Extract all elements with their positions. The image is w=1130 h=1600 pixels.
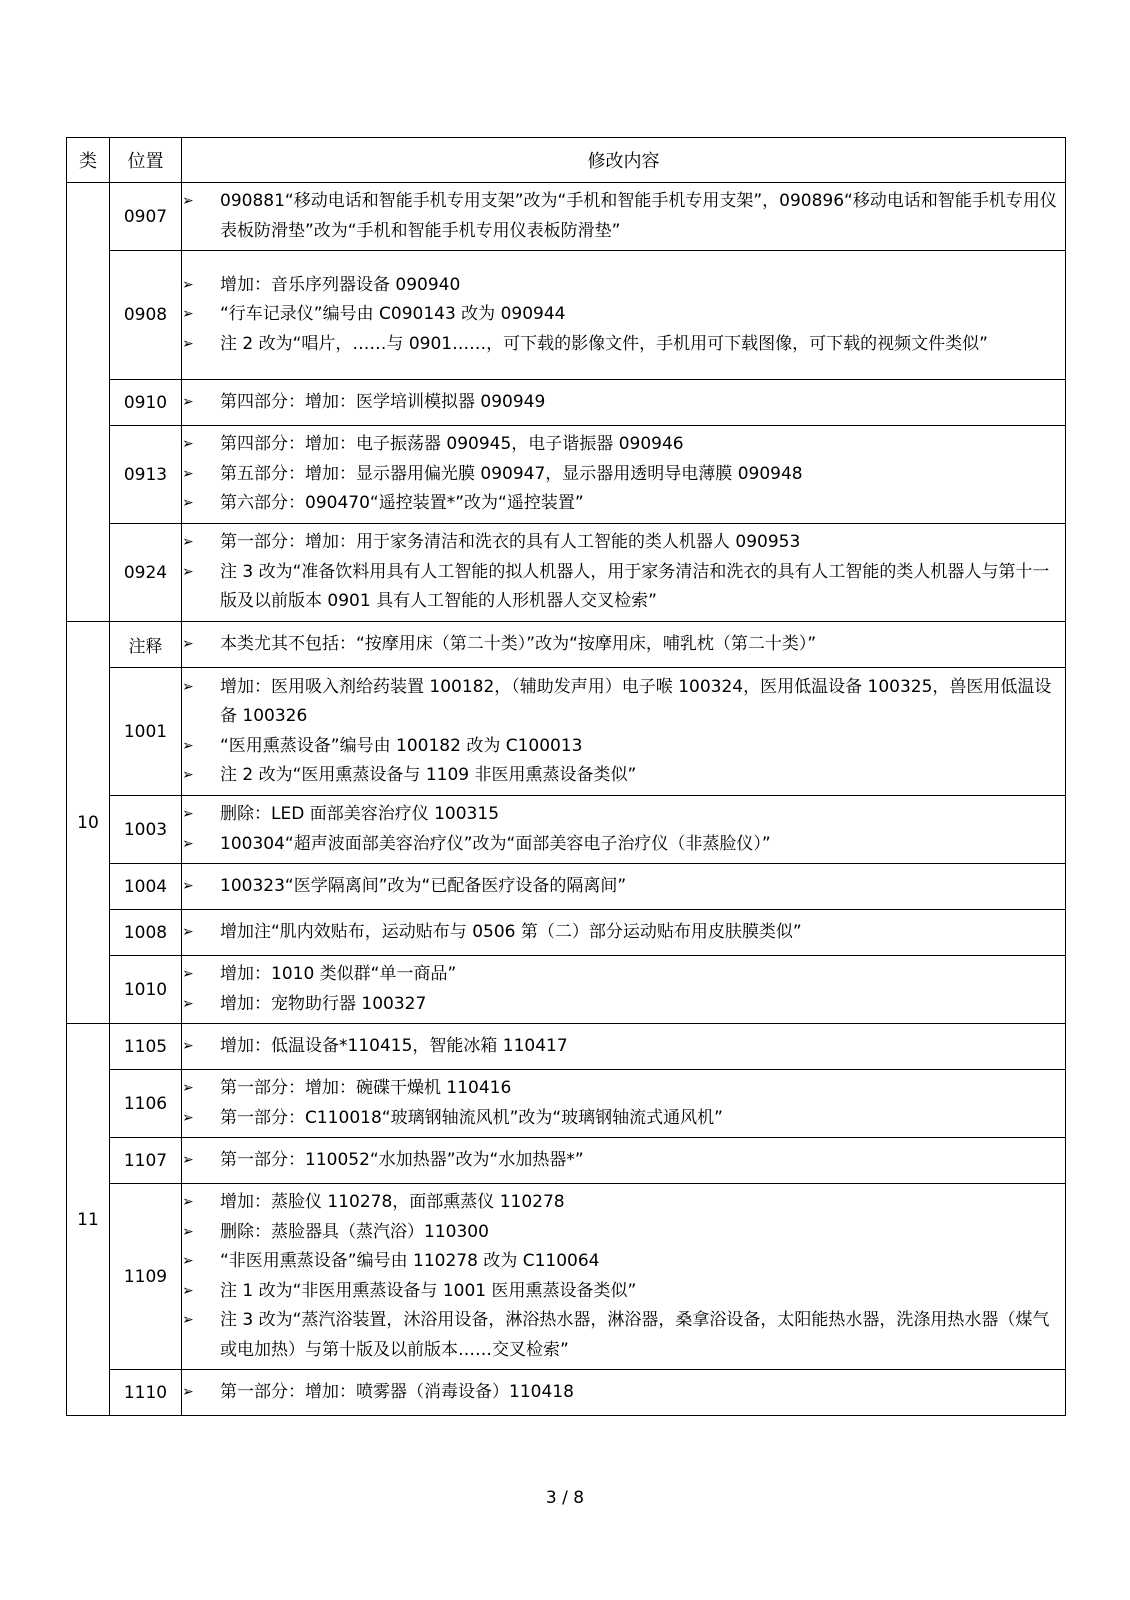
item-text: 增加：低温设备*110415，智能冰箱 110417: [220, 1035, 568, 1056]
arrow-bullet-icon: ➢: [182, 737, 194, 754]
arrow-bullet-icon: ➢: [182, 1223, 194, 1240]
arrow-bullet-icon: ➢: [182, 767, 194, 783]
list-item: [182, 489, 1065, 519]
position-cell: 0913: [110, 426, 182, 524]
position-cell: 1107: [110, 1138, 182, 1184]
content-cell: [182, 668, 1066, 796]
position-cell: 1008: [110, 910, 182, 956]
class-cell: 10: [67, 622, 110, 1024]
arrow-bullet-icon: ➢: [182, 534, 194, 551]
item-text: “行车记录仪”编号由 C090143 改为 090944: [220, 304, 566, 325]
arrow-bullet-icon: ➢: [182, 923, 194, 940]
content-cell: [182, 380, 1066, 426]
list-item: [182, 1277, 1065, 1307]
item-text: 第一部分：110052“水加热器”改为“水加热器*”: [220, 1149, 584, 1170]
position-cell: 1110: [110, 1370, 182, 1416]
arrow-bullet-icon: ➢: [182, 436, 194, 453]
position-cell: 0924: [110, 524, 182, 622]
table-row: [67, 183, 1066, 251]
arrow-bullet-icon: ➢: [182, 465, 194, 482]
class-cell: [67, 183, 110, 622]
content-cell: [182, 426, 1066, 524]
list-item: [182, 460, 1065, 490]
content-cell: [182, 183, 1066, 251]
content-cell: [182, 910, 1066, 956]
table-row: [67, 1370, 1066, 1416]
item-text: 第四部分：增加：医学培训模拟器 090949: [220, 391, 546, 412]
item-text: 增加：宠物助行器 100327: [220, 993, 427, 1014]
list-item: [182, 960, 1065, 990]
list-item: [182, 271, 1065, 301]
arrow-bullet-icon: ➢: [182, 678, 194, 695]
table-row: [67, 1184, 1066, 1370]
header-content: 修改内容: [182, 138, 1066, 183]
position-cell: 1004: [110, 864, 182, 910]
table-row: [67, 426, 1066, 524]
content-cell: [182, 1024, 1066, 1070]
list-item: [182, 388, 1065, 418]
item-text: 第一部分：增加：用于家务清洁和洗衣的具有人工智能的类人机器人 090953: [220, 532, 801, 553]
class-cell: 11: [67, 1024, 110, 1416]
item-text: 注 1 改为“非医用熏蒸设备与 1001 医用熏蒸设备类似”: [220, 1280, 637, 1301]
arrow-bullet-icon: ➢: [182, 1312, 194, 1328]
item-text: 注 2 改为“唱片，……与 0901……，可下载的影像文件，手机用可下载图像，可下载的视频文件类似”: [220, 333, 988, 354]
position-cell: 0910: [110, 380, 182, 426]
position-cell: 注释: [110, 622, 182, 668]
list-item: [182, 1188, 1065, 1218]
position-cell: 1106: [110, 1070, 182, 1138]
item-text: 删除：蒸脸器具（蒸汽浴）110300: [220, 1221, 489, 1242]
arrow-bullet-icon: ➢: [182, 495, 194, 512]
list-item: [182, 673, 1065, 732]
list-item: [182, 1146, 1065, 1176]
amendment-table: [66, 137, 1066, 1416]
table-row: [67, 622, 1066, 668]
table-row: [67, 1138, 1066, 1184]
item-text: 增加：蒸脸仪 110278，面部熏蒸仪 110278: [220, 1192, 565, 1212]
list-item: [182, 732, 1065, 762]
table-row: [67, 796, 1066, 864]
position-cell: 1105: [110, 1024, 182, 1070]
list-item: [182, 300, 1065, 330]
position-cell: 0908: [110, 251, 182, 380]
table-body: [67, 183, 1066, 1416]
arrow-bullet-icon: ➢: [182, 563, 194, 580]
table-row: [67, 910, 1066, 956]
position-cell: 1001: [110, 668, 182, 796]
list-item: [182, 1104, 1065, 1134]
list-item: [182, 430, 1065, 460]
position-cell: 1109: [110, 1184, 182, 1370]
list-item: [182, 1074, 1065, 1104]
content-cell: [182, 622, 1066, 668]
item-text: 第六部分：090470“遥控装置*”改为“遥控装置”: [220, 493, 584, 514]
arrow-bullet-icon: ➢: [182, 1282, 194, 1299]
item-text: 增加注“肌内效贴布，运动贴布与 0506 第（二）部分运动贴布用皮肤膜类似”: [220, 921, 802, 942]
list-item: [182, 1032, 1065, 1062]
arrow-bullet-icon: ➢: [182, 877, 194, 894]
item-text: 第四部分：增加：电子振荡器 090945，电子谐振器 090946: [220, 434, 684, 455]
table-row: [67, 864, 1066, 910]
item-text: 注 3 改为“准备饮料用具有人工智能的拟人机器人，用于家务清洁和洗衣的具有人工智能的类人机器人与第十一版及以前版本 0901 具有人工智能的人形机器人交叉检索”: [220, 561, 1050, 612]
table-row: [67, 380, 1066, 426]
position-cell: 1010: [110, 956, 182, 1024]
table-row: [67, 1070, 1066, 1138]
arrow-bullet-icon: ➢: [182, 1383, 194, 1400]
arrow-bullet-icon: ➢: [182, 193, 194, 209]
item-text: 增加：医用吸入剂给药装置 100182，（辅助发声用）电子喉 100324，医用低温设备 100325，兽医用低温设备 100326: [220, 676, 1052, 726]
table-row: [67, 1024, 1066, 1070]
item-text: “非医用熏蒸设备”编号由 110278 改为 C110064: [220, 1251, 600, 1271]
list-item: [182, 187, 1065, 246]
list-item: [182, 872, 1065, 902]
table-row: [67, 251, 1066, 380]
arrow-bullet-icon: ➢: [182, 806, 194, 822]
list-item: [182, 630, 1065, 660]
list-item: [182, 990, 1065, 1020]
list-item: [182, 1218, 1065, 1248]
arrow-bullet-icon: ➢: [182, 1080, 194, 1096]
arrow-bullet-icon: ➢: [182, 393, 194, 410]
arrow-bullet-icon: ➢: [182, 835, 194, 852]
arrow-bullet-icon: ➢: [182, 276, 194, 293]
content-cell: [182, 1184, 1066, 1370]
page-number: 3 / 8: [545, 1488, 585, 1508]
item-text: 增加：1010 类似群“单一商品”: [220, 964, 457, 984]
content-cell: [182, 796, 1066, 864]
list-item: [182, 1378, 1065, 1408]
list-item: [182, 558, 1065, 617]
content-cell: [182, 864, 1066, 910]
arrow-bullet-icon: ➢: [182, 635, 194, 652]
position-cell: 1003: [110, 796, 182, 864]
arrow-bullet-icon: ➢: [182, 1194, 194, 1210]
arrow-bullet-icon: ➢: [182, 1109, 194, 1126]
list-item: [182, 528, 1065, 558]
arrow-bullet-icon: ➢: [182, 1253, 194, 1269]
list-item: [182, 1306, 1065, 1365]
item-text: 090881“移动电话和智能手机专用支架”改为“手机和智能手机专用支架”，090896“移动电话和智能手机专用仪表板防滑垫”改为“手机和智能手机专用仪表板防滑垫”: [220, 191, 1057, 241]
content-cell: [182, 1070, 1066, 1138]
item-text: 本类尤其不包括：“按摩用床（第二十类）”改为“按摩用床，哺乳枕（第二十类）”: [220, 633, 817, 654]
item-text: 第一部分：增加：喷雾器（消毒设备）110418: [220, 1381, 574, 1402]
item-text: 增加：音乐序列器设备 090940: [220, 274, 461, 295]
item-text: 注 2 改为“医用熏蒸设备与 1109 非医用熏蒸设备类似”: [220, 765, 637, 785]
list-item: [182, 330, 1065, 360]
item-text: 注 3 改为“蒸汽浴装置，沐浴用设备，淋浴热水器，淋浴器，桑拿浴设备，太阳能热水器，洗涤用热水器（煤气或电加热）与第十版及以前版本……交叉检索”: [220, 1310, 1050, 1360]
arrow-bullet-icon: ➢: [182, 966, 194, 982]
content-cell: [182, 524, 1066, 622]
table-row: [67, 668, 1066, 796]
list-item: [182, 800, 1065, 830]
content-cell: [182, 956, 1066, 1024]
header-position: 位置: [110, 138, 182, 183]
item-text: “医用熏蒸设备”编号由 100182 改为 C100013: [220, 735, 583, 756]
table-row: [67, 956, 1066, 1024]
list-item: [182, 1247, 1065, 1277]
arrow-bullet-icon: ➢: [182, 1037, 194, 1054]
list-item: [182, 761, 1065, 791]
arrow-bullet-icon: ➢: [182, 335, 194, 352]
item-text: 100304“超声波面部美容治疗仪”改为“面部美容电子治疗仪（非蒸脸仪）”: [220, 833, 771, 854]
header-class: 类: [67, 138, 110, 183]
item-text: 第五部分：增加：显示器用偏光膜 090947，显示器用透明导电薄膜 090948: [220, 463, 803, 484]
arrow-bullet-icon: ➢: [182, 306, 194, 323]
arrow-bullet-icon: ➢: [182, 995, 194, 1012]
item-text: 第一部分：C110018“玻璃钢轴流风机”改为“玻璃钢轴流式通风机”: [220, 1107, 723, 1128]
list-item: [182, 918, 1065, 948]
item-text: 第一部分：增加：碗碟干燥机 110416: [220, 1078, 512, 1098]
item-text: 100323“医学隔离间”改为“已配备医疗设备的隔离间”: [220, 875, 627, 896]
table-header-row: [67, 138, 1066, 183]
list-item: [182, 830, 1065, 860]
item-text: 删除：LED 面部美容治疗仪 100315: [220, 804, 500, 824]
position-cell: 0907: [110, 183, 182, 251]
content-cell: [182, 1370, 1066, 1416]
arrow-bullet-icon: ➢: [182, 1151, 194, 1168]
content-cell: [182, 1138, 1066, 1184]
content-cell: [182, 251, 1066, 380]
table-row: [67, 524, 1066, 622]
